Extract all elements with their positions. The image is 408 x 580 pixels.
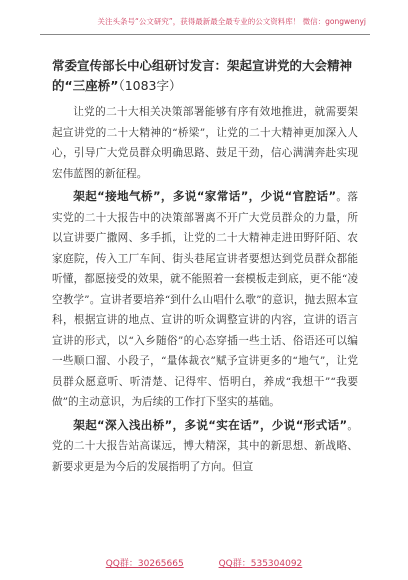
section-heading: 架起“深入浅出桥”，多说“实在话”，少说“形式话” [73,417,348,432]
section-heading: 架起“接地气桥”，多说“家常话”，少说“官腔话” [73,189,337,203]
header-promo-text: 关注头条号“公文研究”，获得最新最全最专业的公文资料库！ 微信：gongwenyj [97,17,366,26]
title-main: 常委宣传部长中心组研讨发言：架起宣讲党的大会精神的“三座桥” [52,58,353,93]
page-header [40,8,370,35]
paragraph-section-2 [52,415,358,478]
paragraph-body: 让党的二十大相关决策部署能够有序有效地推进，就需要架起宣讲党的二十大精神的“桥梁”，让党的二十大精神更加深入人心，引导广大党员群众明确思路、鼓足干劲，信心满满奔赴实现宏伟蓝图的新征程。 [52,106,358,180]
paragraph-body: 。落实党的二十大报告中的决策部署离不开广大党员群众的力量，所以宣讲要广撒网、多手抓，让党的二十大精神走进田野阡陌、农家庭院，传入工厂车间、街头巷尾宣讲者要想达到党员群众都能听懂，都愿接受的效果，就不能照着一套模板走到底，更不能“凌空教学”。宣讲者要培养“到什么山唱什么歌”的意识，抛去照本宣科，根据宣讲的地点、宣讲的听众调整宣讲的内容，宣讲的语言宣讲的形式，以“入乡随俗”的心态穿插一些土话、俗语还可以编一些顺口溜、小段子，“量体裁衣”赋予宣讲更多的“地气”，让党员群众愿意听、听清楚、记得牢、悟明白，养成“我想干”“我要做”的主动意识，为后续的工作打下坚实的基础。 [52,191,358,408]
document-body [52,56,358,477]
paragraph-body: 。党的二十大报告站高谋远，博大精深，其中的新思想、新战略、新要求更是为今后的发展指明了方向。但宣 [52,419,358,473]
footer-qq-group-2[interactable]: QQ群：535304092 [218,559,303,569]
page-footer [0,556,408,569]
paragraph-section-1 [52,186,358,413]
paragraph-intro [52,102,358,184]
footer-qq-group-1[interactable]: QQ群：30265665 [105,559,184,569]
title-word-count: （1083字） [118,78,182,93]
document-title [52,56,358,96]
